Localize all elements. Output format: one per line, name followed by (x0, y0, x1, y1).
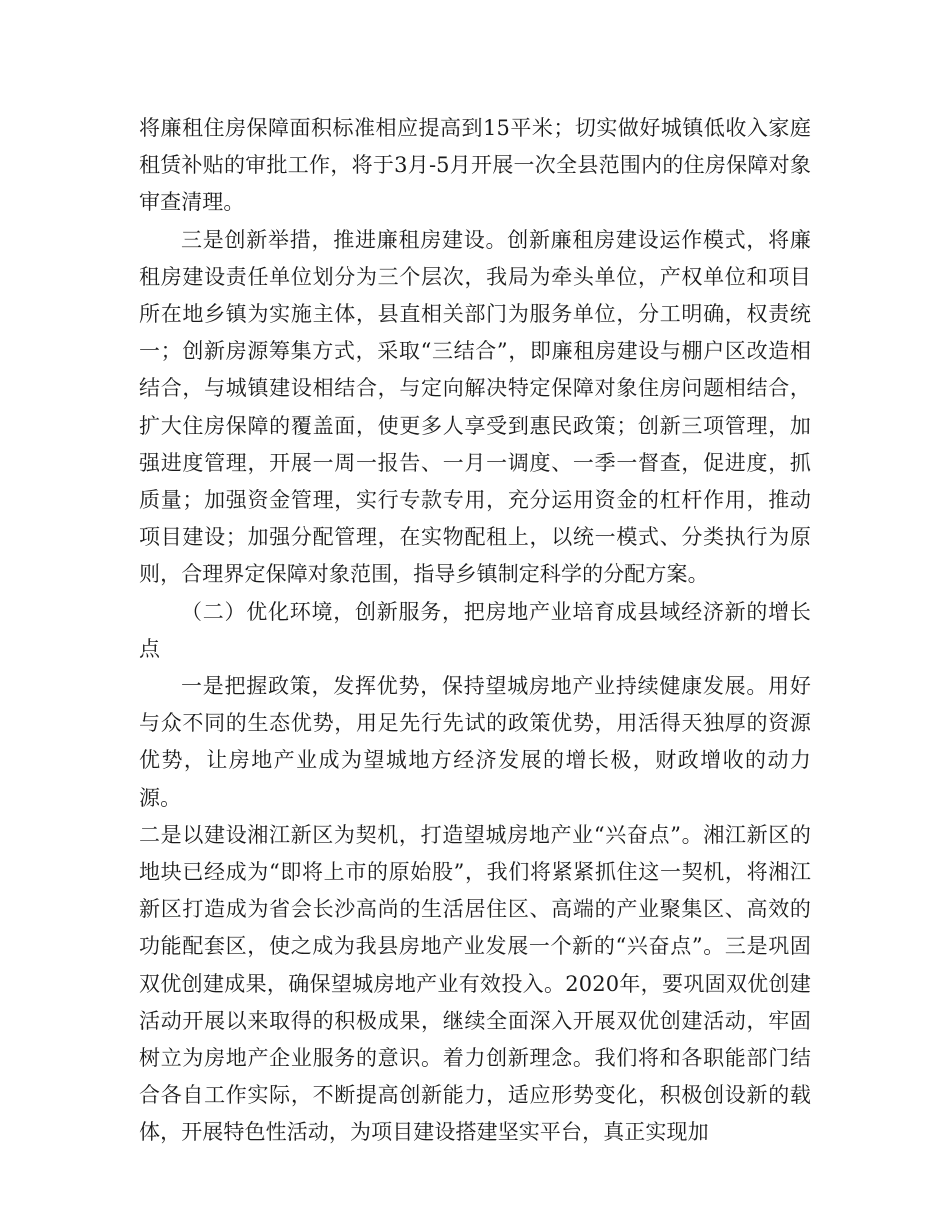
document-body (139, 110, 811, 1152)
paragraph-point-one: 一是把握政策，发挥优势，保持望城房地产业持续健康发展。用好与众不同的生态优势，用足先行先试的政策优势，用活得天独厚的资源优势，让房地产业成为望城地方经济发展的增长极，财政增收的动力源。 (139, 674, 811, 810)
paragraph-continuation: 将廉租住房保障面积标准相应提高到15平米；切实做好城镇低收入家庭租赁补贴的审批工作，将于3月-5月开展一次全县范围内的住房保障对象审查清理。 (139, 116, 811, 215)
paragraph-point-two: 二是以建设湘江新区为契机，打造望城房地产业“兴奋点”。湘江新区的地块已经成为“即将上市的原始股”，我们将紧紧抓住这一契机，将湘江新区打造成为省会长沙高尚的生活居住区、高端的产业聚集区、高效的功能配套区，使之成为我县房地产业发展一个新的“兴奋点”。三是巩固双优创建成果，确保望城房地产业有效投入。2020年，要巩固双优创建活动开展以来取得的积极成果，继续全面深入开展双优创建活动，牢固树立为房地产企业服务的意识。着力创新理念。我们将和各职能部门结合各自工作实际，不断提高创新能力，适应形势变化，积极创设新的载体，开展特色性活动，为项目建设搭建坚实平台，真正实现加 (139, 822, 811, 1145)
paragraph-point-three: 三是创新举措，推进廉租房建设。创新廉租房建设运作模式，将廉租房建设责任单位划分为三个层次，我局为牵头单位，产权单位和项目所在地乡镇为实施主体，县直相关部门为服务单位，分工明确，权责统一；创新房源筹集方式，采取“三结合”，即廉租房建设与棚户区改造相结合，与城镇建设相结合，与定向解决特定保障对象住房问题相结合，扩大住房保障的覆盖面，使更多人享受到惠民政策；创新三项管理，加强进度管理，开展一周一报告、一月一调度、一季一督查，促进度，抓质量；加强资金管理，实行专款专用，充分运用资金的杠杆作用，推动项目建设；加强分配管理，在实物配租上，以统一模式、分类执行为原则，合理界定保障对象范围，指导乡镇制定科学的分配方案。 (139, 227, 811, 587)
section-heading: （二）优化环境，创新服务，把房地产业培育成县域经济新的增长点 (139, 599, 811, 661)
